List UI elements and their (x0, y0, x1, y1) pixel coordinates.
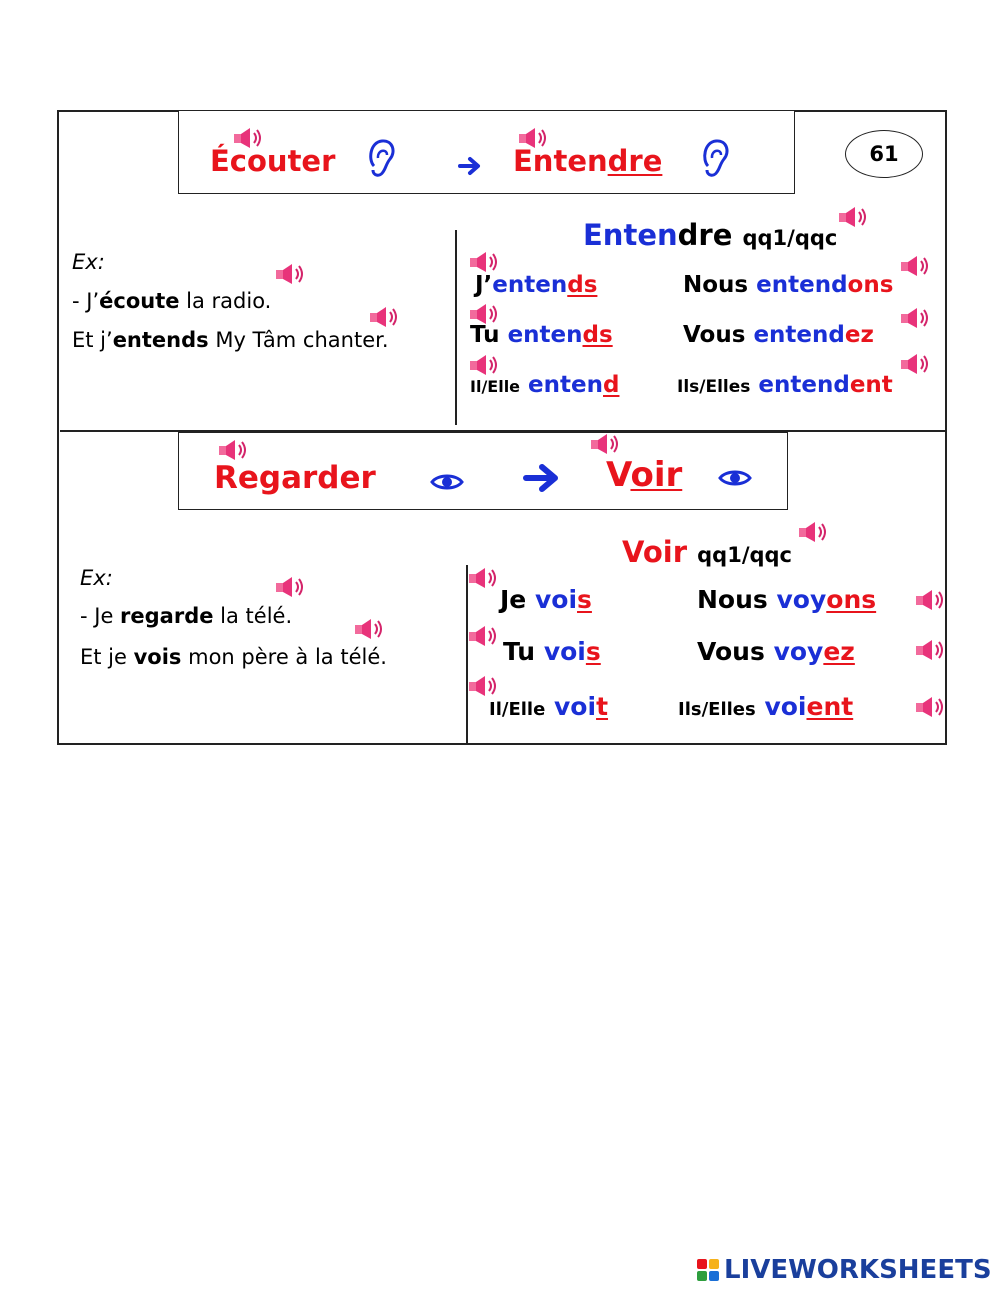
conjugation-ils-voir: Ils/Elles voient (678, 692, 854, 721)
arrow-right-icon (522, 462, 564, 494)
eye-icon (430, 472, 464, 492)
example-sentence-1: - Je regarde la télé. (80, 604, 293, 628)
speaker-icon[interactable] (233, 126, 263, 150)
conjugation-vous-voir: Vous voyez (697, 637, 855, 666)
speaker-icon[interactable] (900, 352, 930, 376)
ear-icon (700, 136, 732, 180)
conjugation-heading-voir: Voir qq1/qqc (622, 535, 792, 569)
conjugation-il-entendre: Il/Elle entend (470, 372, 620, 398)
speaker-icon[interactable] (468, 566, 498, 590)
title-voir: Voir (606, 455, 683, 495)
speaker-icon[interactable] (275, 262, 305, 286)
example-sentence-2: Et je vois mon père à la télé. (80, 645, 387, 669)
speaker-icon[interactable] (468, 624, 498, 648)
example-label: Ex: (72, 250, 105, 274)
logo-mark-icon (697, 1259, 719, 1281)
title-entendre: Entendre (513, 144, 663, 178)
speaker-icon[interactable] (275, 575, 305, 599)
column-divider-2 (466, 565, 468, 745)
example-sentence-1: - J’écoute la radio. (72, 289, 272, 313)
example-label: Ex: (80, 566, 113, 590)
speaker-icon[interactable] (218, 438, 248, 462)
speaker-icon[interactable] (468, 674, 498, 698)
speaker-icon[interactable] (915, 695, 945, 719)
conjugation-il-voir: Il/Elle voit (489, 692, 609, 721)
speaker-icon[interactable] (354, 617, 384, 641)
speaker-icon[interactable] (900, 254, 930, 278)
speaker-icon[interactable] (469, 302, 499, 326)
speaker-icon[interactable] (900, 306, 930, 330)
speaker-icon[interactable] (590, 432, 620, 456)
conjugation-vous-entendre: Vous entendez (683, 322, 874, 348)
arrow-right-icon (457, 155, 485, 177)
speaker-icon[interactable] (518, 126, 548, 150)
eye-icon (718, 468, 752, 488)
conjugation-tu-entendre: Tu entends (470, 322, 613, 348)
card-number: 61 (869, 142, 899, 166)
conjugation-ils-entendre: Ils/Elles entendent (677, 372, 893, 398)
speaker-icon[interactable] (469, 353, 499, 377)
speaker-icon[interactable] (798, 520, 828, 544)
example-sentence-2: Et j’entends My Tâm chanter. (72, 328, 389, 352)
title-regarder: Regarder (214, 460, 376, 496)
conjugation-tu-voir: Tu vois (503, 637, 601, 666)
conjugation-nous-voir: Nous voyons (697, 585, 877, 614)
conjugation-je-voir: Je vois (500, 585, 592, 614)
conjugation-heading-entendre: Entendre qq1/qqc (583, 218, 838, 252)
card-number-badge (845, 130, 923, 178)
liveworksheets-logo: LIVEWORKSHEETS (697, 1255, 992, 1285)
speaker-icon[interactable] (369, 305, 399, 329)
speaker-icon[interactable] (915, 638, 945, 662)
conjugation-nous-entendre: Nous entendons (683, 272, 894, 298)
column-divider-1 (455, 230, 457, 425)
title-ecouter: Écouter (210, 144, 336, 178)
speaker-icon[interactable] (838, 205, 868, 229)
speaker-icon[interactable] (469, 250, 499, 274)
ear-icon (366, 136, 398, 180)
conjugation-je-entendre: J’entends (475, 272, 598, 298)
speaker-icon[interactable] (915, 588, 945, 612)
